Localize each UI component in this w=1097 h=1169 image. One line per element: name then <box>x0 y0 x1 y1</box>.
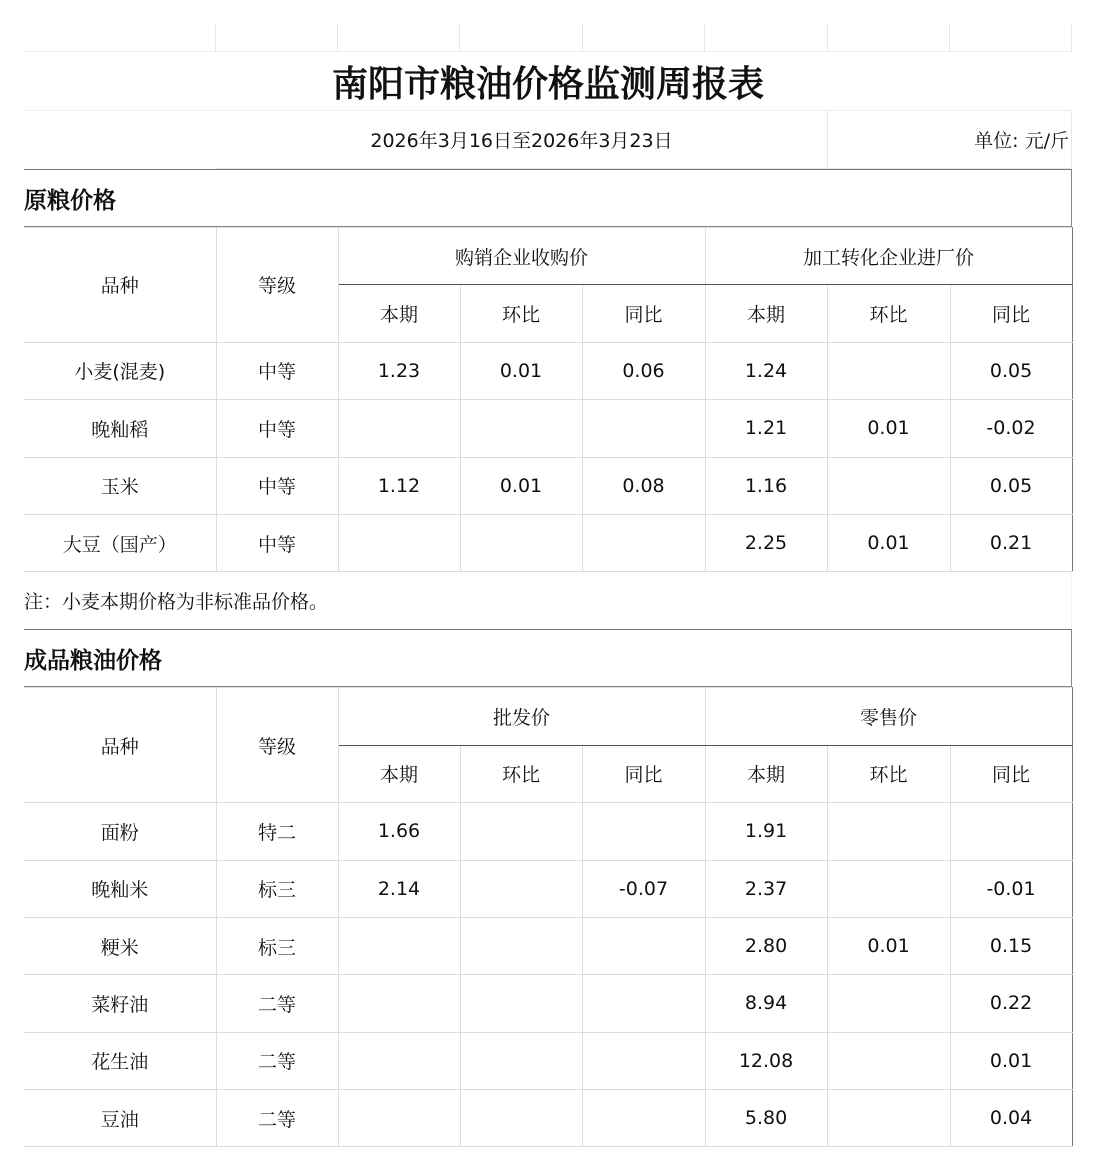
header-purchase-price: 购销企业收购价 <box>338 228 705 285</box>
value-cell[interactable]: 12.08 <box>705 1032 827 1089</box>
value-cell[interactable]: 8.94 <box>705 975 827 1032</box>
finished-table <box>24 687 1073 1147</box>
value-cell[interactable]: 1.12 <box>338 457 460 514</box>
table-row <box>24 342 1072 399</box>
value-cell[interactable] <box>827 860 950 917</box>
value-cell[interactable]: 5.80 <box>705 1090 827 1147</box>
grade-cell[interactable]: 二等 <box>216 1032 338 1089</box>
cell[interactable] <box>583 24 705 52</box>
cell[interactable] <box>24 24 216 52</box>
value-cell[interactable] <box>338 1032 460 1089</box>
header-current: 本期 <box>705 745 827 802</box>
raw-grain-table <box>24 227 1073 572</box>
variety-cell[interactable]: 豆油 <box>24 1090 216 1147</box>
value-cell[interactable]: 0.01 <box>460 457 582 514</box>
blank-top-row <box>24 24 1072 52</box>
value-cell[interactable] <box>338 975 460 1032</box>
value-cell[interactable] <box>582 400 705 457</box>
value-cell[interactable] <box>827 803 950 860</box>
value-cell[interactable]: 0.05 <box>950 342 1072 399</box>
value-cell[interactable] <box>460 803 582 860</box>
value-cell[interactable] <box>338 514 460 571</box>
header-variety: 品种 <box>24 228 216 343</box>
cell[interactable] <box>828 24 950 52</box>
grade-cell[interactable]: 中等 <box>216 457 338 514</box>
section-title-raw-grain: 原粮价格 <box>24 169 1072 227</box>
note-text: 注：小麦本期价格为非标准品价格。 <box>24 572 1072 629</box>
value-cell[interactable] <box>950 803 1072 860</box>
variety-cell[interactable]: 菜籽油 <box>24 975 216 1032</box>
header-mom: 环比 <box>827 285 950 342</box>
grade-cell[interactable]: 标三 <box>216 917 338 974</box>
value-cell[interactable] <box>827 1090 950 1147</box>
variety-cell[interactable]: 小麦(混麦) <box>24 342 216 399</box>
header-factory-price: 加工转化企业进厂价 <box>705 228 1072 285</box>
table-row <box>24 457 1072 514</box>
value-cell[interactable] <box>582 975 705 1032</box>
header-grade: 等级 <box>216 688 338 803</box>
header-current: 本期 <box>705 285 827 342</box>
grade-cell[interactable]: 标三 <box>216 860 338 917</box>
header-yoy: 同比 <box>950 285 1072 342</box>
variety-cell[interactable]: 面粉 <box>24 803 216 860</box>
value-cell[interactable] <box>460 1090 582 1147</box>
value-cell[interactable] <box>460 975 582 1032</box>
table-row <box>24 400 1072 457</box>
value-cell[interactable]: 0.04 <box>950 1090 1072 1147</box>
cell[interactable] <box>338 24 460 52</box>
header-yoy: 同比 <box>950 745 1072 802</box>
value-cell[interactable] <box>460 917 582 974</box>
header-mom: 环比 <box>827 745 950 802</box>
variety-cell[interactable]: 花生油 <box>24 1032 216 1089</box>
value-cell[interactable]: -0.01 <box>950 860 1072 917</box>
cell[interactable] <box>216 24 338 52</box>
header-yoy: 同比 <box>582 285 705 342</box>
date-row <box>24 111 1072 169</box>
value-cell[interactable]: 0.01 <box>827 400 950 457</box>
value-cell[interactable]: 1.91 <box>705 803 827 860</box>
table-row <box>24 803 1072 860</box>
header-variety: 品种 <box>24 688 216 803</box>
value-cell[interactable]: 0.15 <box>950 917 1072 974</box>
value-cell[interactable] <box>338 917 460 974</box>
value-cell[interactable] <box>582 917 705 974</box>
header-current: 本期 <box>338 745 460 802</box>
value-cell[interactable]: 0.05 <box>950 457 1072 514</box>
value-cell[interactable] <box>582 514 705 571</box>
table-row <box>24 1090 1072 1147</box>
value-cell[interactable] <box>460 514 582 571</box>
header-mom: 环比 <box>460 745 582 802</box>
value-cell[interactable]: 1.16 <box>705 457 827 514</box>
header-retail-price: 零售价 <box>705 688 1072 745</box>
grade-cell[interactable]: 特二 <box>216 803 338 860</box>
value-cell[interactable]: 0.06 <box>582 342 705 399</box>
table-row <box>24 514 1072 571</box>
table-row <box>24 917 1072 974</box>
value-cell[interactable] <box>827 342 950 399</box>
variety-cell[interactable]: 大豆（国产） <box>24 514 216 571</box>
value-cell[interactable]: 0.22 <box>950 975 1072 1032</box>
grade-cell[interactable]: 二等 <box>216 975 338 1032</box>
value-cell[interactable]: 0.01 <box>827 917 950 974</box>
value-cell[interactable]: 0.01 <box>950 1032 1072 1089</box>
header-yoy: 同比 <box>582 745 705 802</box>
report-title: 南阳市粮油价格监测周报表 <box>24 52 1072 111</box>
grade-cell[interactable]: 二等 <box>216 1090 338 1147</box>
table-row <box>24 1032 1072 1089</box>
table-row <box>24 975 1072 1032</box>
value-cell[interactable]: 0.01 <box>827 514 950 571</box>
value-cell[interactable] <box>582 1032 705 1089</box>
cell[interactable] <box>460 24 583 52</box>
value-cell[interactable]: 1.24 <box>705 342 827 399</box>
value-cell[interactable]: 2.37 <box>705 860 827 917</box>
value-cell[interactable] <box>827 457 950 514</box>
grade-cell[interactable]: 中等 <box>216 342 338 399</box>
section-title-finished: 成品粮油价格 <box>24 629 1072 687</box>
variety-cell[interactable]: 晚籼稻 <box>24 400 216 457</box>
value-cell[interactable]: 2.25 <box>705 514 827 571</box>
header-wholesale-price: 批发价 <box>338 688 705 745</box>
spreadsheet <box>24 24 1072 1147</box>
value-cell[interactable] <box>460 400 582 457</box>
value-cell[interactable]: 1.66 <box>338 803 460 860</box>
value-cell[interactable]: -0.02 <box>950 400 1072 457</box>
variety-cell[interactable]: 晚籼米 <box>24 860 216 917</box>
variety-cell[interactable]: 玉米 <box>24 457 216 514</box>
value-cell[interactable]: 2.14 <box>338 860 460 917</box>
grade-cell[interactable]: 中等 <box>216 514 338 571</box>
value-cell[interactable]: 0.21 <box>950 514 1072 571</box>
value-cell[interactable] <box>582 803 705 860</box>
value-cell[interactable] <box>827 1032 950 1089</box>
value-cell[interactable] <box>338 1090 460 1147</box>
value-cell[interactable]: 1.21 <box>705 400 827 457</box>
value-cell[interactable]: 2.80 <box>705 917 827 974</box>
header-grade: 等级 <box>216 228 338 343</box>
date-range: 2026年3月16日至2026年3月23日 <box>216 111 828 169</box>
value-cell[interactable]: -0.07 <box>582 860 705 917</box>
value-cell[interactable] <box>827 975 950 1032</box>
value-cell[interactable] <box>582 1090 705 1147</box>
value-cell[interactable]: 0.08 <box>582 457 705 514</box>
cell[interactable] <box>950 24 1072 52</box>
value-cell[interactable] <box>338 400 460 457</box>
value-cell[interactable] <box>460 1032 582 1089</box>
header-current: 本期 <box>338 285 460 342</box>
grade-cell[interactable]: 中等 <box>216 400 338 457</box>
value-cell[interactable] <box>460 860 582 917</box>
header-mom: 环比 <box>460 285 582 342</box>
value-cell[interactable]: 0.01 <box>460 342 582 399</box>
table-row <box>24 860 1072 917</box>
unit-label: 单位: 元/斤 <box>828 111 1072 169</box>
variety-cell[interactable]: 粳米 <box>24 917 216 974</box>
cell[interactable] <box>705 24 828 52</box>
value-cell[interactable]: 1.23 <box>338 342 460 399</box>
